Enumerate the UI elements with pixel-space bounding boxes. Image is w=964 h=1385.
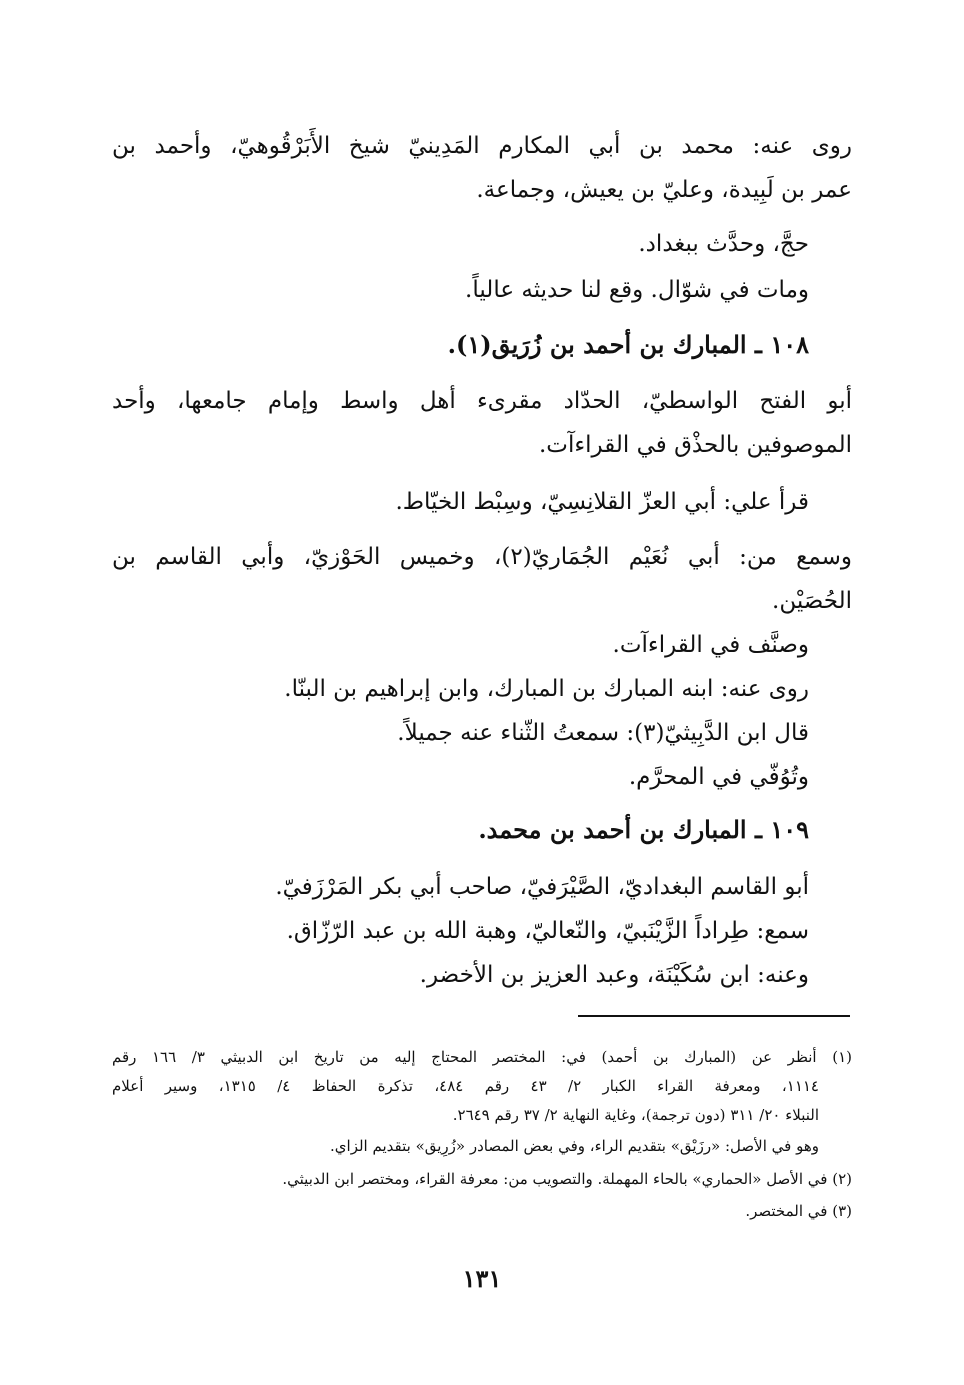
text-line: الموصوفين بالحذْق في القراءآت. <box>539 432 852 458</box>
page-number: ١٣١ <box>462 1264 502 1293</box>
text-line: عمر بن لَبِيدة، وعليّ بن يعيش، وجماعة. <box>476 177 852 203</box>
text-line: ومات في شوّال. وقع لنا حديثه عالياً. <box>465 277 809 303</box>
footnote-line: النبلاء ٢٠/ ٣١١ (دون ترجمة)، وغاية النهاية ٢/ ٣٧ رقم ٢٦٤٩. <box>452 1106 819 1124</box>
text-line: قرأ علي: أبي العزّ القلانِسِيّ، وسِبْط الخيّاط. <box>395 489 809 515</box>
text-line: سمع: طِراداً الزَّيْنَبيّ، والنّعاليّ، وهبة الله بن عبد الرّزّاق. <box>286 918 809 944</box>
footnote-separator <box>578 1015 850 1017</box>
text-line: أبو الفتح الواسطيّ، الحدّاد مقرىء أهل واسط وإمام جامعها، وأحد <box>112 388 852 414</box>
entry-heading-108: ١٠٨ ـ المبارك بن أحمد بن زُرَيق(١). <box>447 330 809 359</box>
text-line: وصنَّف في القراءآت. <box>612 632 809 658</box>
footnote-line: (١) أنظر عن (المبارك بن أحمد) في: المختصر المحتاج إليه من تاريخ ابن الدبيثي ٣/ ١٦٦ رقم <box>112 1048 852 1066</box>
text-line: الحُصَيْن. <box>772 588 852 614</box>
text-line: أبو القاسم البغداديّ، الصَّيْرَفيّ، صاحب أبي بكر المَرْزَفيّ. <box>275 874 809 900</box>
footnote-line: ١١١٤، ومعرفة القراء الكبار ٢/ ٤٣ رقم ٤٨٤، تذكرة الحفاظ ٤/ ١٣١٥، وسير أعلام <box>112 1077 819 1095</box>
entry-heading-109: ١٠٩ ـ المبارك بن أحمد بن محمد. <box>478 815 809 844</box>
text-line: روى عنه: ابنه المبارك بن المبارك، وابن إبراهيم بن البنّا. <box>284 676 809 702</box>
text-line: حجَّ، وحدَّث ببغداد. <box>638 231 809 257</box>
text-line: وتُوُفّي في المحرَّم. <box>628 764 809 790</box>
footnote-line: (٣) في المختصر. <box>745 1202 852 1220</box>
footnote-line: (٢) في الأصل «الحماري» بالحاء المهملة. والتصويب من: معرفة القراء، ومختصر ابن الدبيثي. <box>282 1170 852 1188</box>
text-line: وسمع من: أبي نُعَيْم الجُمَاريّ(٢)، وخميس الحَوْزيّ، وأبي القاسم بن <box>112 544 853 570</box>
footnote-line: وهو في الأصل: «رزَيْق» بتقديم الراء، وفي بعض المصادر «زُرِيق» بتقديم الزاي. <box>330 1137 819 1155</box>
text-line: قال ابن الدَّبِيثيّ(٣): سمعتُ الثّناء عنه جميلاً. <box>397 720 809 746</box>
text-line: وعنه: ابن سُكَيْنَة، وعبد العزيز بن الأخضر. <box>419 962 809 988</box>
text-line: روى عنه: محمد بن أبي المكارم المَدِينيّ شيخ الأَبَرْقُوهيّ، وأحمد بن <box>112 133 852 159</box>
